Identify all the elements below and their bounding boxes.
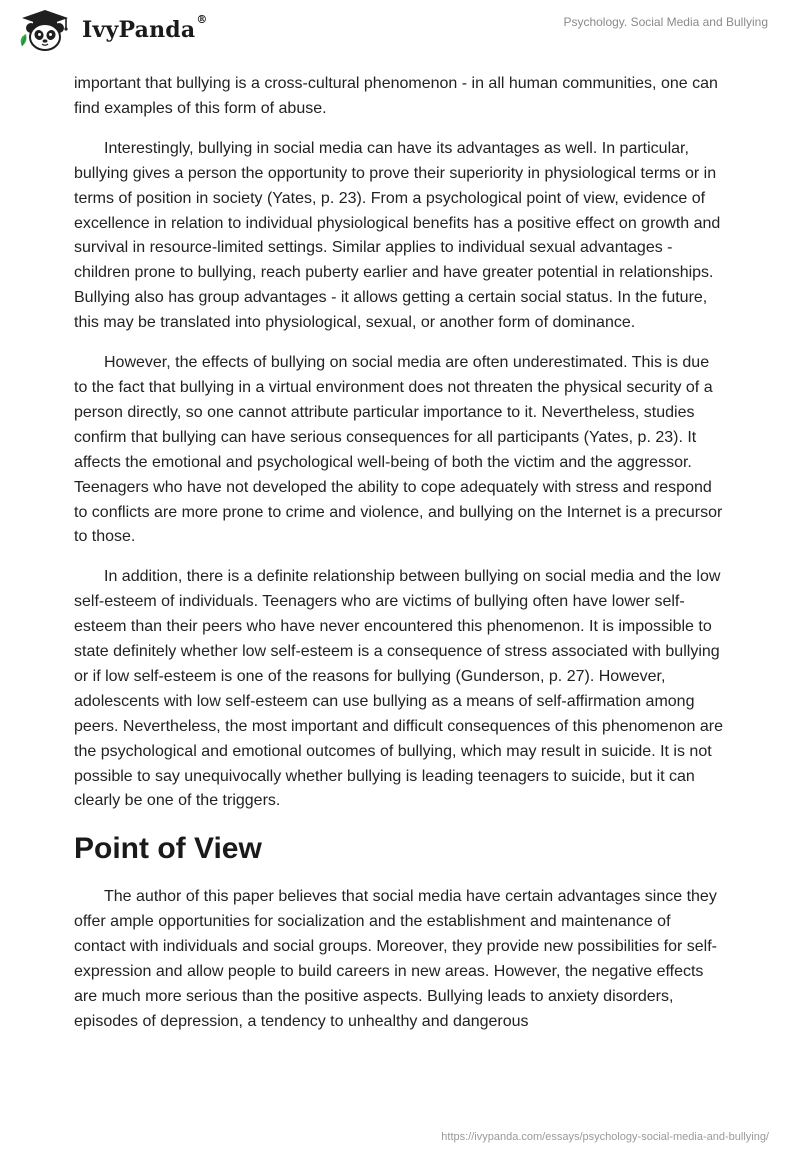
panda-graduate-icon [16, 8, 74, 52]
page-header [0, 0, 800, 60]
registered-mark: ® [196, 13, 208, 26]
logo-wordmark [82, 13, 208, 43]
source-url-link[interactable]: https://ivypanda.com/essays/psychology-social-media-and-bullying/ [441, 1131, 769, 1143]
paragraph-advantages: Interestingly, bullying in social media can have its advantages as well. In particular, bullying gives a person the opportunity to prove their superiority in physiological terms or in terms of position in society (Yates, p. 23). From a psychological point of view, evidence of excellence in relation to individual physiological benefits has a positive effect on growth and survival in resource-limited settings. Similar applies to individual sexual advantages - children prone to bullying, reach puberty earlier and have greater potential in relationships. Bullying also has group advantages - it allows getting a certain social status. In the future, this may be translated into physiological, sexual, or another form of dominance. [74, 139, 721, 332]
logo-wordmark-text: IvyPanda [82, 17, 196, 43]
paragraph-self-esteem: In addition, there is a definite relationship between bullying on social media and the low self-esteem of individuals. Teenagers who are victims of bullying often have lower self-esteem than their peers who have never encountered this phenomenon. It is impossible to state definitely whether low self-esteem is a consequence of stress associated with bullying or if low self-esteem is one of the reasons for bullying (Gunderson, p. 27). However, adolescents with low self-esteem can use bullying as a means of self-affirmation among peers. Nevertheless, the most important and difficult consequences of this phenomenon are the psychological and emotional outcomes of bullying, which may result in suicide. It is not possible to say unequivocally whether bullying is leading teenagers to suicide, but it can clearly be one of the triggers. [74, 568, 723, 810]
essay-body [74, 72, 726, 1050]
paragraph-effects: However, the effects of bullying on social media are often underestimated. This is due to the fact that bullying in a virtual environment does not threaten the physical security of a person directly, so one cannot attribute particular importance to it. Nevertheless, studies confirm that bullying can have serious consequences for all participants (Yates, p. 23). It affects the emotional and psychological well-being of both the victim and the aggressor. Teenagers who have not developed the ability to cope adequately with stress and respond to conflicts are more prone to crime and violence, and bullying on the Internet is a precursor to those. [74, 354, 723, 546]
paragraph-continued: important that bullying is a cross-cultural phenomenon - in all human communities, one can find examples of this form of abuse. [74, 75, 718, 117]
ivypanda-logo[interactable] [16, 8, 208, 52]
paragraph-point-of-view: The author of this paper believes that social media have certain advantages since they offer ample opportunities for socialization and the establishment and maintenance of contact with individuals and social groups. Moreover, they provide new possibilities for self-expression and allow people to build careers in new areas. However, the negative effects are much more serious than the positive aspects. Bullying leads to anxiety disorders, episodes of depression, a tendency to unhealthy and dangerous [74, 888, 717, 1030]
section-heading-point-of-view: Point of View [74, 832, 262, 866]
document-title: Psychology. Social Media and Bullying [563, 15, 768, 29]
